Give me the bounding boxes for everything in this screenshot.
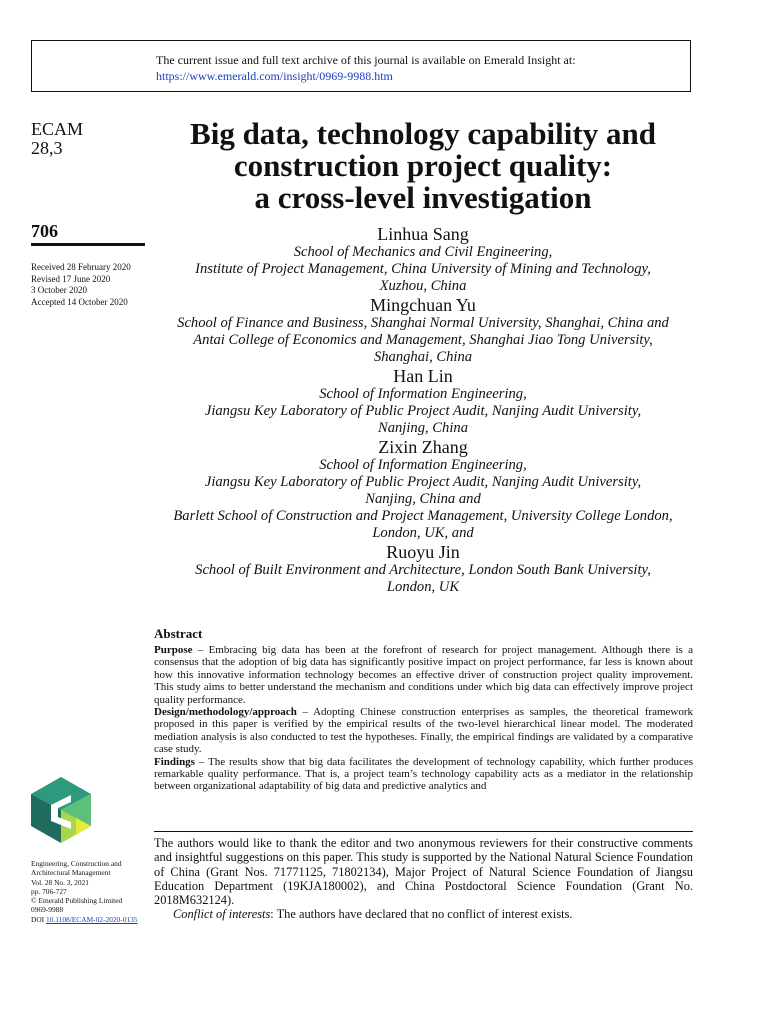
author-affiliation: Nanjing, China [377,420,468,436]
abstract-findings [154,756,693,793]
author-affiliation: Shanghai, China [373,349,473,365]
volume-issue: 28,3 [31,138,63,158]
author-affiliation: Institute of Project Management, China University of Mining and Technology, [195,261,651,277]
abstract-section-label: Findings [154,755,195,768]
author-affiliation: London, UK [386,579,460,595]
author-affiliation: Xuzhou, China [379,278,467,294]
journal-abbreviation: ECAM [31,119,84,139]
footnote-divider [154,831,693,832]
journal-info-line: Engineering, Construction and [31,859,122,868]
date-revised-2: 3 October 2020 [31,285,87,295]
abstract-design [154,706,693,756]
journal-info-line: pp. 706-727 [31,886,67,896]
acknowledgement: The authors would like to thank the editor and two anonymous reviewers for their constructive comments and insightful suggestions on this paper. This study is supported by the National Natural Science Foundation of China (Grant Nos. 71771125, 71802134), Major Project of Natural Science Foundation of Jiangsu Education Department (19KJA180002), and China Postdoctoral Science Foundation (Grant No. 2018M632124). [154,836,693,908]
author-block [153,366,693,437]
author-block [153,295,693,366]
emerald-hexagon-logo-icon [31,777,91,843]
conflict-label: Conflict of interests [173,907,271,922]
abstract-section-label: Design/methodology/approach [154,706,297,719]
title-line: a cross-level investigation [254,180,592,215]
abstract [154,627,693,793]
author-block [153,542,693,596]
doi-link[interactable]: 10.1108/ECAM-02-2020-0135 [45,914,138,924]
author-affiliation: School of Information Engineering, [319,386,527,402]
author-affiliation: Nanjing, China and [365,491,481,507]
page-number: 706 [31,221,58,241]
conflict-of-interest [154,907,693,921]
journal-info-line: Vol. 28 No. 3, 2021 [31,877,89,887]
submission-dates [31,262,131,308]
abstract-section-text: – Adopting Chinese construction enterprises as samples, the theoretical framework proposed in this paper is verified by the empirical results of the two-level hierarchical linear model. The moderated mediation analysis is also conducted to test the hypotheses. Finally, the empirical findings are validated by a comparative case study. [154,706,693,756]
journal-info [31,859,137,924]
author-affiliation: Jiangsu Key Laboratory of Public Project Audit, Nanjing Audit University, [204,403,642,419]
doi-line [31,915,137,924]
footnote [154,836,693,922]
author-name: Linhua Sang [377,224,469,244]
abstract-section-text: – Embracing big data has been at the forefront of research for project management. Although there is a consensus that the adoption of big data has significantly positive impact on project performance, far less is known about how this innovative information technology becomes an effective driver of construction project quality improvement. This study aims to better understand the mechanism and conditions under which big data can effectively improve project quality performance. [154,644,693,706]
journal-url-link[interactable]: https://www.emerald.com/insight/0969-9988.htm [156,69,393,83]
author-affiliation: School of Information Engineering, [319,457,527,473]
notice-text: The current issue and full text archive of this journal is available on Emerald Insight at: [156,53,576,67]
abstract-section-text: – The results show that big data facilitates the development of technology capability, which further produces remarkable quality performance. That is, a project team’s technology capability acts as a mediator in the relationship between organizational adaptability of big data and predictive analytics and [154,755,693,793]
author-block [153,437,693,542]
author-name: Zixin Zhang [378,437,468,457]
journal-info-line: © Emerald Publishing Limited [31,896,123,906]
title-line: construction project quality: [233,148,613,183]
title-line: Big data, technology capability and [190,116,656,151]
author-affiliation: School of Finance and Business, Shanghai Normal University, Shanghai, China and [177,315,669,331]
author-name: Mingchuan Yu [370,295,476,315]
journal-info-line: 0969-9988 [31,905,64,915]
abstract-purpose [154,644,693,706]
author-affiliation: Jiangsu Key Laboratory of Public Project Audit, Nanjing Audit University, [204,474,642,490]
abstract-section-label: Purpose [154,644,193,656]
page-number-rule [31,243,145,246]
date-received: Received 28 February 2020 [31,262,131,272]
author-affiliation: Antai College of Economics and Management, Shanghai Jiao Tong University, [193,332,653,348]
date-revised: Revised 17 June 2020 [31,273,111,284]
author-affiliation: London, UK, and [372,525,474,541]
date-accepted: Accepted 14 October 2020 [31,296,128,307]
journal-access-notice [31,40,691,92]
author-affiliation: School of Built Environment and Architecture, London South Bank University, [195,562,651,578]
author-block [153,224,693,295]
doi-prefix: DOI [31,914,46,924]
conflict-text: : The authors have declared that no conflict of interest exists. [270,907,573,922]
author-name: Han Lin [393,366,453,386]
journal-info-line: Architectural Management [31,868,111,878]
author-list [153,224,693,596]
abstract-heading: Abstract [154,626,203,641]
author-affiliation: School of Mechanics and Civil Engineering, [293,244,553,260]
article-title [153,118,693,214]
author-name: Ruoyu Jin [386,542,460,562]
author-affiliation: Barlett School of Construction and Project Management, University College London, [173,508,673,524]
